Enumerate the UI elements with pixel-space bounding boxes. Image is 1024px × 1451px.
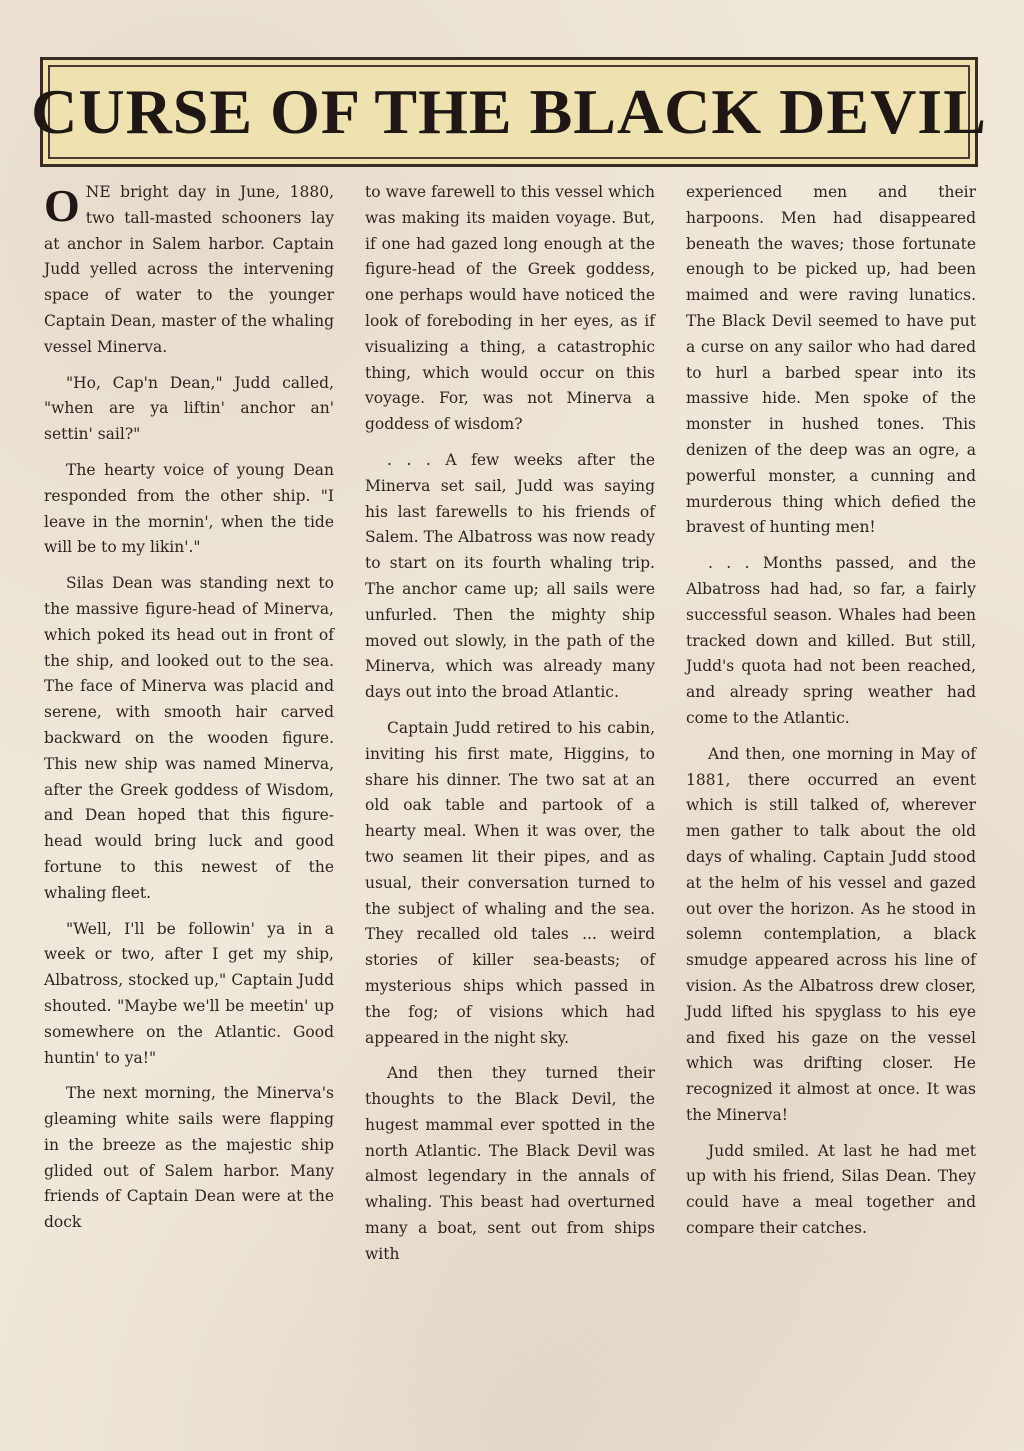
paragraph bbox=[44, 180, 334, 361]
paragraph: The hearty voice of young Dean responded from the other ship. "I leave in the mornin', when the tide will be to my likin'." bbox=[44, 460, 334, 557]
paragraph: . . . Months passed, and the Albatross had had, so far, a fairly successful season. Whales had been tracked down and killed. But still, Judd's quota had not been reached, and already spring weather had come to the Atlantic. bbox=[686, 554, 976, 727]
paragraph: Silas Dean was standing next to the massive figure-head of Minerva, which poked its head out in front of the ship, and looked out to the sea. The face of Minerva was placid and serene, with smooth hair carved backward on the wooden figure. This new ship was named Minerva, after the Greek goddess of Wisdom, and Dean hoped that this figure-head would bring luck and good fortune to this newest of the whaling fleet. bbox=[44, 574, 334, 902]
paragraph: Captain Judd retired to his cabin, inviting his first mate, Higgins, to share his dinner. The two sat at an old oak table and partook of a hearty meal. When it was over, the two seamen lit their pipes, and as usual, their conversation turned to the subject of whaling and the sea. They recalled old tales ... weird stories of killer sea-beasts; of mysterious ships which passed in the fog; of visions which had appeared in the night sky. bbox=[365, 718, 655, 1047]
story-title-banner bbox=[31, 57, 987, 167]
story-title: CURSE OF THE BLACK DEVIL bbox=[31, 76, 987, 147]
paragraph: Judd smiled. At last he had met up with his friend, Silas Dean. They could have a meal together and compare their catches. bbox=[686, 1141, 976, 1238]
paragraph: And then, one morning in May of 1881, there occurred an event which is still talked of, wherever men gather to talk about the old days of whaling. Captain Judd stood at the helm of his vessel and gazed out over the horizon. As he stood in solemn contemplation, a black smudge appeared across his line of vision. As the Albatross drew closer, Judd lifted his spyglass to his eye and fixed his gaze on the vessel which was drifting closer. He recognized it almost at once. It was the Minerva! bbox=[686, 744, 976, 1124]
paragraph: "Well, I'll be followin' ya in a week or two, after I get my ship, Albatross, stocked up," Captain Judd shouted. "Maybe we'll be meetin' up somewhere on the Atlantic. Good huntin' to ya!" bbox=[44, 919, 334, 1067]
column-2 bbox=[365, 180, 655, 1410]
paragraph: "Ho, Cap'n Dean," Judd called, "when are ya liftin' anchor an' settin' sail?" bbox=[44, 373, 334, 444]
paragraph: . . . A few weeks after the Minerva set sail, Judd was saying his last farewells to his friends of Salem. The Albatross was now ready to start on its fourth whaling trip. The anchor came up; all sails were unfurled. Then the mighty ship moved out slowly, in the path of the Minerva, which was already many days out into the broad Atlantic. bbox=[365, 450, 655, 702]
text-columns bbox=[44, 180, 976, 1410]
paragraph-text: bright day in June, 1880, two tall-masted schooners lay at anchor in Salem harbor. Captain Judd yelled across the intervening space of water to the younger Captain Dean, master of the whaling vessel Minerva. bbox=[44, 183, 334, 356]
lead-word: NE bbox=[85, 183, 111, 201]
column-3 bbox=[686, 180, 976, 1410]
paragraph: experienced men and their harpoons. Men had disappeared beneath the waves; those fortunate enough to be picked up, had been maimed and were raving lunatics. The Black Devil seemed to have put a curse on any sailor who had dared to hurl a barbed spear into its massive hide. Men spoke of the monster in hushed tones. This denizen of the deep was an ogre, a powerful monster, a cunning and murderous thing which defied the bravest of hunting men! bbox=[686, 183, 976, 537]
drop-cap: O bbox=[44, 180, 80, 231]
paragraph: The next morning, the Minerva's gleaming white sails were flapping in the breeze as the majestic ship glided out of Salem harbor. Many friends of Captain Dean were at the dock bbox=[44, 1084, 334, 1232]
paragraph: And then they turned their thoughts to the Black Devil, the hugest mammal ever spotted in the north Atlantic. The Black Devil was almost legendary in the annals of whaling. This beast had overturned many a boat, sent out from ships with bbox=[365, 1064, 655, 1263]
column-1 bbox=[44, 180, 334, 1410]
paragraph: to wave farewell to this vessel which was making its maiden voyage. But, if one had gazed long enough at the figure-head of the Greek goddess, one perhaps would have noticed the look of foreboding in her eyes, as if visualizing a thing, a catastrophic thing, which would occur on this voyage. For, was not Minerva a goddess of wisdom? bbox=[365, 183, 655, 434]
